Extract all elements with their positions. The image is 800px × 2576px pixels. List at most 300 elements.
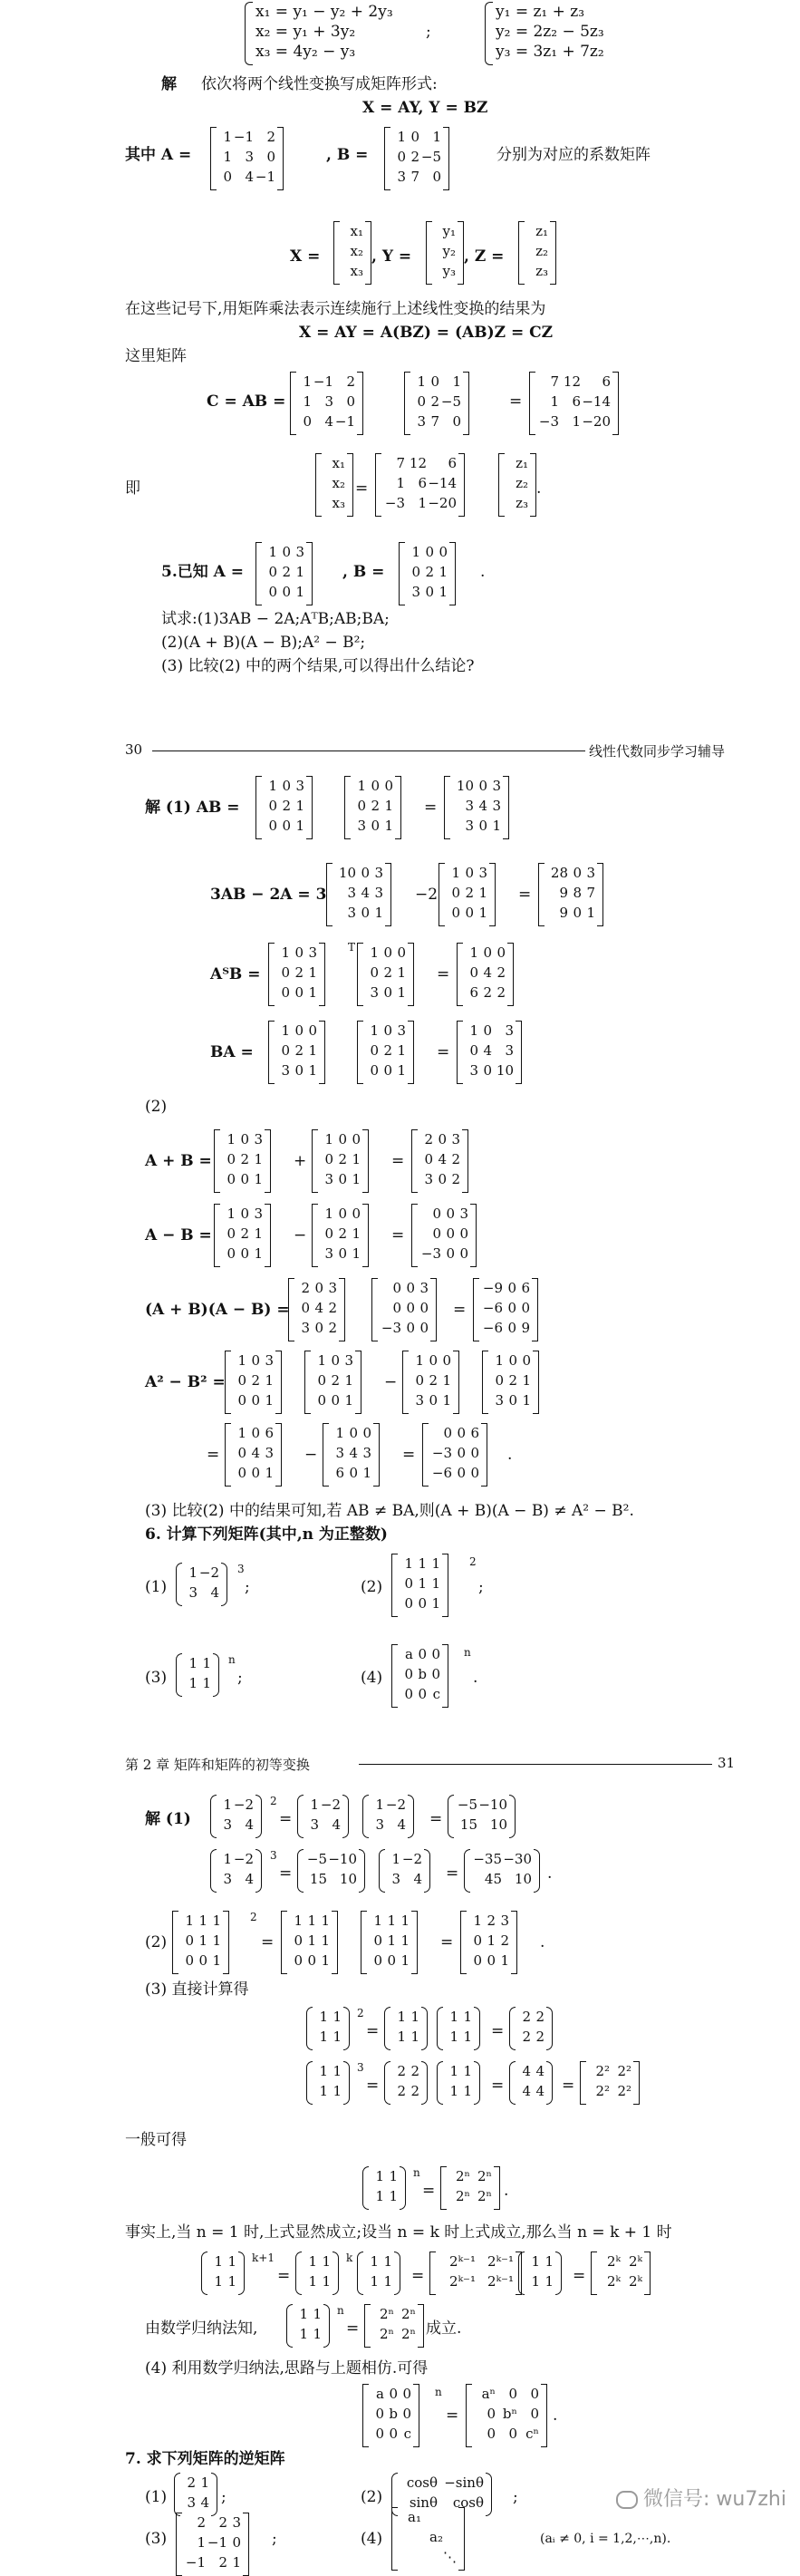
matrix-cell: 0 — [346, 393, 355, 410]
p3-eq-1: = — [279, 1810, 293, 1828]
matrix-cell: 0 — [314, 1320, 323, 1336]
q6-1-semi: ; — [245, 1578, 250, 1596]
p3-eq-12: = — [422, 2182, 436, 2200]
matrix-cell: 3 — [451, 1131, 460, 1148]
matrix-cell: 0 — [404, 1575, 413, 1592]
matrix-cell: 4 — [522, 2063, 531, 2079]
matrix-cell: 1 — [449, 2083, 458, 2099]
matrix-cell: 0 — [383, 1022, 392, 1039]
bracket-right — [546, 2007, 553, 2050]
bracket-right — [408, 943, 414, 1006]
p3-r1a-b — [297, 1849, 365, 1893]
bracket-right — [395, 776, 401, 839]
matrix-cell: 0 — [418, 1595, 427, 1612]
matrix-cell: 1 — [268, 778, 277, 794]
matrix-cell: 3 — [308, 944, 317, 961]
matrix-cell: 0 — [406, 1300, 415, 1316]
matrix-amb-s7 — [371, 1278, 437, 1341]
bracket-right — [516, 1021, 522, 1084]
matrix-cell: 0 — [389, 2386, 398, 2402]
matrix-cell: 1 — [389, 2188, 398, 2204]
matrix-cell: 1 — [451, 865, 460, 881]
matrix-cell: 1 — [452, 373, 461, 390]
matrix-cell: 1 — [545, 2253, 554, 2270]
matrix-cell: 12 — [563, 373, 581, 390]
matrix-c-copy — [375, 453, 465, 517]
matrix-cell: 3 — [500, 1913, 509, 1929]
p3-m12-e — [379, 1849, 430, 1893]
bracket-left — [290, 372, 296, 435]
matrix-cell: −5 — [457, 1796, 477, 1813]
matrix-cell: 10 — [489, 1816, 507, 1833]
watermark-text: 微信号: wu7zhi — [643, 2488, 786, 2511]
vec-y-label: , Y = — [371, 247, 412, 266]
p3-eq-2: = — [429, 1810, 443, 1828]
matrix-cell: 4 — [245, 1871, 254, 1887]
matrix-cell: 1 — [232, 2554, 241, 2571]
matrix-cell: 0 — [457, 1465, 466, 1481]
system-y-line-2: y₂ = 2z₂ − 5z₃ — [496, 23, 604, 41]
matrix-cell: 3 — [391, 1871, 400, 1887]
matrix-cell: 1 — [418, 1575, 427, 1592]
bracket-right — [277, 127, 284, 190]
matrix-cell: −20 — [582, 413, 611, 430]
p3-eq-4: = — [446, 1864, 459, 1883]
bracket-left — [364, 2304, 371, 2348]
matrix-sq — [422, 1423, 487, 1487]
matrix-cell: 0 — [487, 2426, 496, 2442]
minus-s6: − — [294, 1226, 307, 1244]
p3-r1a — [448, 1795, 516, 1838]
matrix-cell: 3 — [465, 798, 474, 814]
matrix-cell: 2 — [483, 984, 492, 1001]
matrix-cell: 1 — [431, 1555, 440, 1572]
plus-s5: + — [294, 1152, 307, 1170]
matrix-cell: 0 — [331, 1392, 340, 1409]
matrix-cell: 1 — [397, 2029, 406, 2045]
matrix-cell: 0 — [375, 2406, 384, 2422]
bracket-left — [437, 2061, 443, 2105]
expr-ba: BA = — [210, 1043, 254, 1061]
matrix-cell: 0 — [301, 1300, 310, 1316]
p3-mk1 — [429, 2252, 522, 2295]
matrix-cell: 1 — [352, 1171, 361, 1187]
matrix-cell: 0 — [303, 413, 312, 430]
matrix-b5-s3 — [357, 943, 414, 1006]
matrix-cell: z₁ — [535, 223, 548, 239]
matrix-cell: a₂ — [429, 2529, 443, 2545]
matrix-cell: 3 — [374, 885, 383, 901]
matrix-cell: 0 — [438, 1171, 447, 1187]
bracket-right — [546, 2061, 553, 2105]
matrix-cell: 0 — [294, 984, 304, 1001]
bracket-left — [391, 1554, 398, 1617]
matrix-cell: 1 — [308, 1062, 317, 1079]
bracket-right — [343, 2061, 350, 2105]
p3-eq-9: = — [366, 2077, 380, 2095]
matrix-cell: 0 — [507, 1320, 516, 1336]
matrix-cell: −3 — [431, 1445, 452, 1461]
q5-part2: (2)(A + B)(A − B);A² − B²; — [161, 634, 366, 652]
q7-2-semi: ; — [513, 2488, 518, 2506]
bracket-right — [541, 2384, 547, 2447]
matrix-cell: 0 — [294, 944, 304, 961]
matrix-cell: 1 — [254, 1245, 263, 1262]
matrix-cell: 4 — [535, 2063, 545, 2079]
p3-m11-b — [384, 2007, 428, 2050]
bracket-left — [295, 2252, 302, 2295]
matrix-cell: c — [432, 1686, 440, 1702]
bracket-left — [268, 943, 275, 1006]
matrix-cell: 1 — [500, 1952, 509, 1969]
matrix-cell: 2 — [535, 2029, 545, 2045]
eq-s9: = — [207, 1446, 220, 1464]
bracket-left — [176, 1563, 182, 1606]
matrix-cell: 0 — [240, 1206, 249, 1222]
bracket-right — [494, 2166, 500, 2210]
matrix-cell: 0 — [404, 1686, 413, 1702]
bracket-right — [458, 221, 464, 285]
matrix-cell: 0 — [459, 1245, 468, 1262]
matrix-cell: −6 — [482, 1320, 503, 1336]
matrix-cell: 1 — [200, 2474, 209, 2491]
bracket-left — [362, 2166, 369, 2210]
q7-3-label: (3) — [145, 2530, 168, 2548]
matrix-cell: 1 — [214, 2253, 223, 2270]
bracket-left — [176, 1653, 182, 1697]
matrix-amb — [411, 1204, 477, 1267]
matrix-cell: 2ⁿ — [379, 2306, 394, 2322]
matrix-cell: 0 — [508, 1392, 517, 1409]
matrix-cell: a — [405, 1646, 413, 1662]
matrix-cell: 3 — [415, 1392, 424, 1409]
matrix-b5-s5 — [312, 1129, 369, 1193]
matrix-cell: bⁿ — [502, 2406, 517, 2422]
matrix-cell: 0 — [240, 1171, 249, 1187]
p3-m12-b — [297, 1795, 349, 1838]
p3-eq-14: = — [411, 2267, 425, 2285]
matrix-cell: 3 — [411, 584, 420, 600]
bracket-right — [243, 2513, 249, 2576]
expr-3ab: 3AB − 2A = 3 — [210, 886, 327, 904]
q5-label: 5.已知 A = — [161, 563, 245, 581]
matrix-cell: 7 — [550, 373, 559, 390]
matrix-cell: 1 — [397, 964, 406, 981]
bracket-left — [580, 2061, 586, 2105]
matrix-cell: 2ᵏ⁻¹ — [487, 2273, 514, 2290]
conclusion: (3) 比较(2) 中的结果可知,若 AB ≠ BA,则(A + B)(A − B) ≠ A² − B². — [145, 1502, 634, 1520]
matrix-cell: 0 — [392, 1300, 401, 1316]
bracket-left — [362, 2384, 369, 2447]
q6-matrix-4 — [391, 1644, 448, 1708]
bracket-left — [473, 1278, 479, 1341]
matrix-cell: 2 — [496, 964, 506, 981]
bracket-left — [440, 2166, 447, 2210]
bracket-left — [357, 2252, 363, 2295]
matrix-cell: −6 — [431, 1465, 452, 1481]
p3-m11-j — [518, 2252, 562, 2295]
matrix-cell: 1 — [463, 2029, 472, 2045]
matrix-cell: 4 — [478, 798, 487, 814]
matrix-cell: 1 — [384, 818, 393, 834]
matrix-cell: 2 — [451, 1171, 460, 1187]
matrix-cell: 3 — [295, 544, 304, 560]
matrix-cell: 0 — [452, 413, 461, 430]
matrix-cell: 2 — [218, 2554, 227, 2571]
matrix-cell: 3 — [245, 149, 254, 165]
bracket-left — [509, 2061, 516, 2105]
matrix-cell: 0 — [446, 1225, 455, 1242]
bracket-right — [442, 1554, 448, 1617]
matrix-a5-s4 — [357, 1021, 414, 1084]
matrix-cell: 1 — [439, 584, 448, 600]
matrix-cell: 0 — [307, 1952, 316, 1969]
bracket-right — [385, 863, 391, 926]
matrix-cell: 1 — [442, 1392, 451, 1409]
eq-s6: = — [391, 1226, 405, 1244]
bracket-right — [332, 1911, 338, 1974]
matrix-cell: −1 — [233, 129, 254, 145]
minus-s9: − — [304, 1446, 318, 1464]
matrix-cell: 3 — [492, 798, 501, 814]
matrix-cell: −2 — [320, 1796, 341, 1813]
bracket-left — [384, 2061, 390, 2105]
matrix-form: X = AY, Y = BZ — [362, 99, 488, 117]
composite-equation: X = AY = A(BZ) = (AB)Z = CZ — [299, 324, 554, 342]
matrix-cell: 2 — [397, 2083, 406, 2099]
bracket-right — [474, 2007, 480, 2050]
matrix-cell: 2ⁿ — [400, 2326, 416, 2342]
matrix-cell: 2 — [301, 1280, 310, 1296]
matrix-cell: 1 — [397, 984, 406, 1001]
matrix-cell: 1 — [375, 1796, 384, 1813]
q6-3-semi: ; — [237, 1669, 243, 1687]
matrix-cell: 15 — [459, 1816, 477, 1833]
p3-part3: (3) 直接计算得 — [145, 1980, 249, 1999]
matrix-cell: 9 — [521, 1320, 530, 1336]
bracket-left — [326, 863, 333, 926]
bracket-right — [463, 372, 469, 435]
matrix-cell: 0 — [443, 1425, 452, 1441]
matrix-cell: 0 — [281, 984, 290, 1001]
matrix-cell: 0 — [415, 1372, 424, 1389]
matrix-cell: y₃ — [442, 263, 456, 279]
bracket-right — [533, 1351, 539, 1414]
matrix-cell: 2 — [240, 1225, 249, 1242]
bracket-right — [413, 2384, 419, 2447]
matrix-cell: −3 — [538, 413, 559, 430]
p3-eq-10: = — [491, 2077, 505, 2095]
bracket-left — [518, 221, 525, 285]
matrix-cell: 1 — [313, 2306, 322, 2322]
matrix-cell: 2 — [424, 1131, 433, 1148]
expr-sq: A² − B² = — [145, 1373, 226, 1391]
matrix-cell: 0 — [431, 1666, 440, 1682]
matrix-cell: 0 — [470, 1465, 479, 1481]
vector-y — [426, 221, 464, 285]
matrix-cell: −3 — [384, 495, 405, 511]
p3-mk — [591, 2252, 651, 2295]
transpose-mark: T — [348, 941, 356, 954]
matrix-cell: 1 — [495, 1352, 504, 1369]
matrix-cell: 2 — [451, 1151, 460, 1167]
notation-text: 在这些记号下,用矩阵乘法表示连续施行上述线性变换的结果为 — [125, 300, 546, 318]
matrix-cell: 0 — [389, 2426, 398, 2442]
matrix-cell: 4 — [483, 964, 492, 981]
matrix-cell: 2² — [617, 2063, 631, 2079]
matrix-cell: 0 — [406, 1320, 415, 1336]
matrix-cell: 0 — [392, 1280, 401, 1296]
bracket-left — [464, 1849, 470, 1893]
matrix-cell: 1 — [295, 798, 304, 814]
matrix-cell: −2 — [385, 1796, 406, 1813]
bracket-right — [411, 1911, 418, 1974]
bracket-left — [268, 1021, 275, 1084]
matrix-cell: 2 — [294, 1042, 304, 1059]
matrix-cell: 1 — [400, 1932, 410, 1949]
matrix-cell: 1 — [322, 2253, 331, 2270]
matrix-cell: 1 — [352, 1225, 361, 1242]
matrix-ab5-s2 — [326, 863, 391, 926]
matrix-cell: 1 — [295, 818, 304, 834]
matrix-cell: 4 — [324, 413, 333, 430]
matrix-cell: −2 — [198, 1564, 219, 1581]
matrix-cell: 1 — [308, 2273, 317, 2290]
bracket-right — [306, 776, 313, 839]
q6-1-label: (1) — [145, 1578, 168, 1596]
equals-sign-2: = — [355, 479, 369, 498]
matrix-a5-s5 — [214, 1129, 271, 1193]
matrix-cell: 2 — [429, 1372, 438, 1389]
matrix-cell: 1 — [357, 778, 366, 794]
p3-eq-13: = — [277, 2267, 291, 2285]
q6-2-label: (2) — [361, 1578, 383, 1596]
bracket-left — [362, 1795, 369, 1838]
matrix-cell: 0 — [429, 1392, 438, 1409]
matrix-cell: 0 — [281, 964, 290, 981]
matrix-cell: 0 — [419, 1300, 429, 1316]
q6-1-exp: 3 — [237, 1563, 245, 1575]
p3-diag — [362, 2384, 419, 2447]
matrix-cell: 3 — [459, 1206, 468, 1222]
matrix-cell: 0 — [473, 1932, 482, 1949]
bracket-left — [286, 2304, 293, 2348]
matrix-cell: 0 — [227, 1225, 236, 1242]
bracket-right — [532, 1278, 538, 1341]
p3-m32 — [460, 1911, 517, 1974]
bracket-right — [633, 2061, 640, 2105]
c-equals: C = AB = — [207, 392, 286, 411]
matrix-cell: 6 — [470, 1425, 479, 1441]
matrix-cell: −20 — [428, 495, 457, 511]
matrix-cell: 0 — [232, 2534, 241, 2551]
matrix-cell: 3 — [357, 818, 366, 834]
matrix-cell: 0 — [371, 778, 380, 794]
matrix-cell: cosθ — [452, 2494, 484, 2511]
matrix-cell: 3 — [375, 1816, 384, 1833]
p3-m11-i — [357, 2252, 400, 2295]
p3-m44 — [509, 2061, 553, 2105]
matrix-cell: 2 — [338, 1151, 347, 1167]
matrix-cell: 3 — [265, 1352, 274, 1369]
matrix-cell: 0 — [473, 1952, 482, 1969]
matrix-cell: 4 — [438, 1151, 447, 1167]
bracket-right — [503, 776, 509, 839]
matrix-cell: 1 — [374, 905, 383, 921]
matrix-cell: 1 — [281, 944, 290, 961]
matrix-cell: 0 — [387, 1952, 396, 1969]
matrix-cell: 2ᵏ⁻¹ — [449, 2273, 476, 2290]
matrix-cell: 1 — [383, 2253, 392, 2270]
matrix-cell: 28 — [550, 865, 568, 881]
matrix-cell: 4 — [245, 1816, 254, 1833]
matrix-cell: 2 — [397, 2063, 406, 2079]
p3-m11-g — [201, 2252, 245, 2295]
matrix-cell: 1 — [531, 2273, 540, 2290]
q7-4-note: (aᵢ ≠ 0, i = 1,2,⋯,n). — [540, 2532, 671, 2546]
eq-s9b: = — [402, 1446, 416, 1464]
bracket-right — [470, 1204, 477, 1267]
p3-m11-d — [306, 2061, 350, 2105]
bracket-left — [391, 2507, 398, 2571]
matrix-cell: 1 — [411, 544, 420, 560]
matrix-cell: 1 — [439, 564, 448, 580]
p3-sol-label: 解 (1) — [145, 1810, 191, 1828]
matrix-cell: 0 — [573, 905, 582, 921]
matrix-cell: 0 — [446, 1245, 455, 1262]
bracket-left — [297, 1795, 304, 1838]
matrix-cell: 1 — [370, 1022, 379, 1039]
matrix-cell: 3 — [324, 1245, 333, 1262]
matrix-a1-copy — [290, 372, 363, 435]
matrix-cell: 0 — [357, 798, 366, 814]
matrix-cell: 0 — [383, 944, 392, 961]
bracket-right — [255, 1849, 262, 1893]
matrix-cell: 0 — [469, 964, 478, 981]
matrix-cell: 0 — [411, 564, 420, 580]
matrix-cell: 0 — [457, 1445, 466, 1461]
matrix-cell: 3 — [347, 885, 356, 901]
matrix-cell: 0 — [237, 1445, 246, 1461]
q6-2-exp: 2 — [469, 1555, 477, 1568]
matrix-cell: 1 — [333, 2029, 342, 2045]
matrix-cell: 2 — [410, 2063, 419, 2079]
period-6: . — [540, 1933, 545, 1951]
matrix-cell: −14 — [428, 475, 457, 491]
eq-s3: = — [437, 965, 450, 983]
bracket-left — [375, 453, 381, 517]
matrix-cell: 15 — [309, 1871, 327, 1887]
matrix-cell: 0 — [373, 1932, 382, 1949]
matrix-cell: 1 — [370, 944, 379, 961]
sol1-label: 解 (1) AB = — [145, 799, 240, 817]
bracket-left — [482, 1351, 488, 1414]
matrix-cell: 2 — [383, 1042, 392, 1059]
bracket-right — [421, 2007, 428, 2050]
q6-label: 6. 计算下列矩阵(其中,n 为正整数) — [145, 1525, 388, 1544]
bracket-right — [507, 943, 514, 1006]
matrix-cell: 1 — [212, 1913, 221, 1929]
matrix-cell: 1 — [572, 413, 581, 430]
matrix-cell: x₃ — [350, 263, 363, 279]
matrix-cell: 2 — [328, 1300, 337, 1316]
matrix-cell: 7 — [410, 169, 419, 185]
bracket-right — [265, 1204, 271, 1267]
matrix-cell: 1 — [308, 2253, 317, 2270]
bracket-left — [255, 542, 262, 605]
matrix-cell: 1 — [202, 1655, 211, 1671]
matrix-cell: 1 — [344, 1392, 353, 1409]
